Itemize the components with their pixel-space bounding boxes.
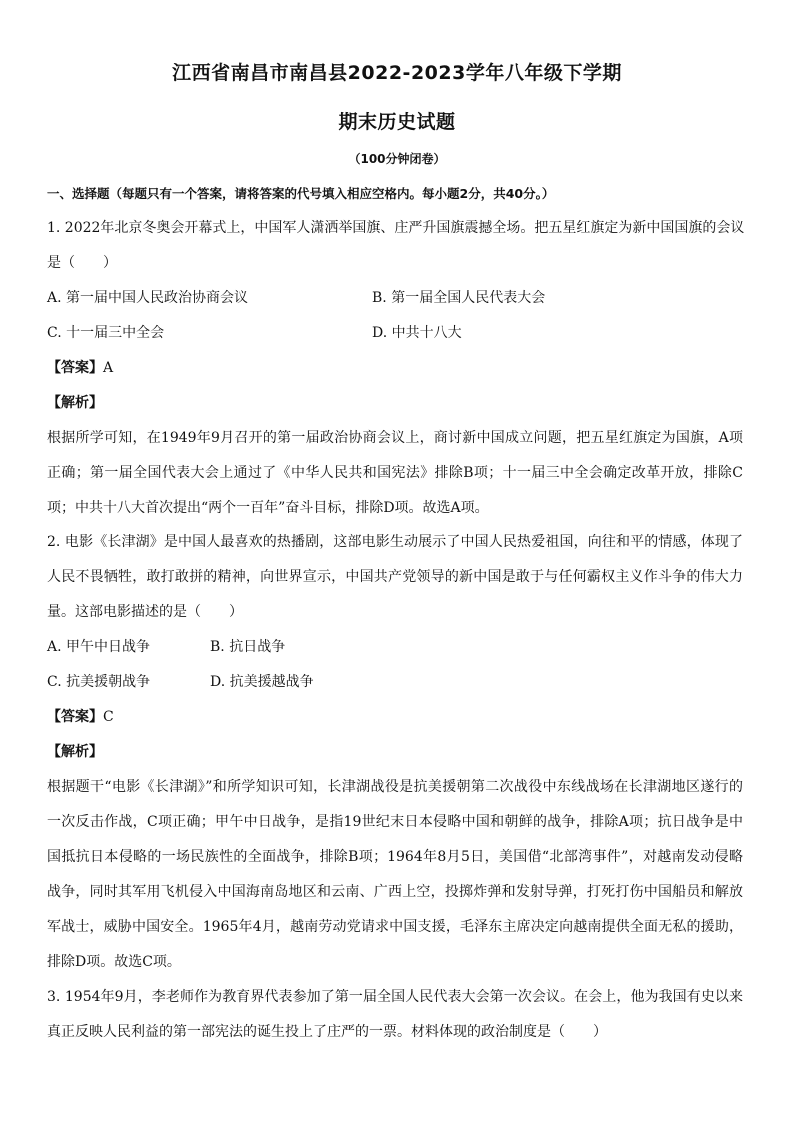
q2-analysis-line1: 根据题干“电影《长津湖》”和所学知识可知，长津湖战役是抗美援朝第二次战役中东线战场在长津湖地区遂行的 xyxy=(47,779,743,795)
q2-option-a: A. 甲午中日战争 xyxy=(47,639,151,655)
q2-option-b: B. 抗日战争 xyxy=(210,639,286,655)
q1-option-b: B. 第一届全国人民代表大会 xyxy=(372,290,546,306)
answer-value: A xyxy=(103,360,114,376)
q2-analysis-line5: 军战士，威胁中国安全。1965年4月，越南劳动党请求中国支援，毛泽东主席决定向越南提供全面无私的援助， xyxy=(47,919,743,935)
answer-value: C xyxy=(103,709,114,725)
section-heading: 一、选择题（每题只有一个答案，请将答案的代号填入相应空格内。每小题2分，共40分。） xyxy=(47,186,555,201)
q2-stem-line3: 量。这部电影描述的是（ ） xyxy=(47,604,243,620)
answer-label: 【答案】 xyxy=(47,360,103,376)
q3-stem-line2: 真正反映人民利益的第一部宪法的诞生投上了庄严的一票。材料体现的政治制度是（ ） xyxy=(47,1024,607,1040)
q2-option-d: D. 抗美援越战争 xyxy=(210,674,314,690)
q1-option-d: D. 中共十八大 xyxy=(372,325,462,341)
q1-analysis-line1: 根据所学可知，在1949年9月召开的第一届政治协商会议上，商讨新中国成立问题，把五星红旗定为国旗，A项 xyxy=(47,430,743,446)
q2-analysis-line6: 排除D项。故选C项。 xyxy=(47,954,181,970)
q2-analysis-line2: 一次反击作战，C项正确；甲午中日战争，是指19世纪末日本侵略中国和朝鲜的战争，排除A项；抗日战争是中 xyxy=(47,814,743,830)
q2-option-c: C. 抗美援朝战争 xyxy=(47,674,151,690)
q2-answer xyxy=(47,707,114,727)
q1-stem-line2: 是（ ） xyxy=(47,255,117,271)
q3-stem-line1: 3. 1954年9月，李老师作为教育界代表参加了第一届全国人民代表大会第一次会议。在会上，他为我国有史以来 xyxy=(47,989,743,1005)
exam-note: （100分钟闭卷） xyxy=(348,152,446,166)
q1-analysis-line3: 项；中共十八大首次提出“两个一百年”奋斗目标，排除D项。故选A项。 xyxy=(47,500,489,516)
q2-stem-line1: 2. 电影《长津湖》是中国人最喜欢的热播剧，这部电影生动展示了中国人民热爱祖国，向往和平的情感，体现了 xyxy=(47,534,743,550)
q1-option-c: C. 十一届三中全会 xyxy=(47,325,165,341)
q1-analysis-line2: 正确；第一届全国代表大会上通过了《中华人民共和国宪法》排除B项；十一届三中全会确定改革开放，排除C xyxy=(47,465,743,481)
answer-label: 【答案】 xyxy=(47,709,103,725)
q2-analysis-label: 【解析】 xyxy=(47,744,103,760)
q2-analysis-line4: 战争，同时其军用飞机侵入中国海南岛地区和云南、广西上空，投掷炸弹和发射导弹，打死打伤中国船员和解放 xyxy=(47,884,743,900)
q2-stem-line2: 人民不畏牺牲，敢打敢拼的精神，向世界宣示，中国共产党领导的新中国是敢于与任何霸权主义作斗争的伟大力 xyxy=(47,569,743,585)
q1-stem-line1: 1. 2022年北京冬奥会开幕式上，中国军人潇洒举国旗、庄严升国旗震撼全场。把五星红旗定为新中国国旗的会议 xyxy=(47,220,745,236)
q1-analysis-label: 【解析】 xyxy=(47,395,103,411)
q2-analysis-line3: 国抵抗日本侵略的一场民族性的全面战争，排除B项；1964年8月5日，美国借“北部湾事件”，对越南发动侵略 xyxy=(47,849,743,865)
q1-answer xyxy=(47,358,113,378)
q1-option-a: A. 第一届中国人民政治协商会议 xyxy=(47,290,249,306)
document-title-line1: 江西省南昌市南昌县2022-2023学年八年级下学期 xyxy=(172,62,622,84)
document-title-line2: 期末历史试题 xyxy=(338,111,456,133)
